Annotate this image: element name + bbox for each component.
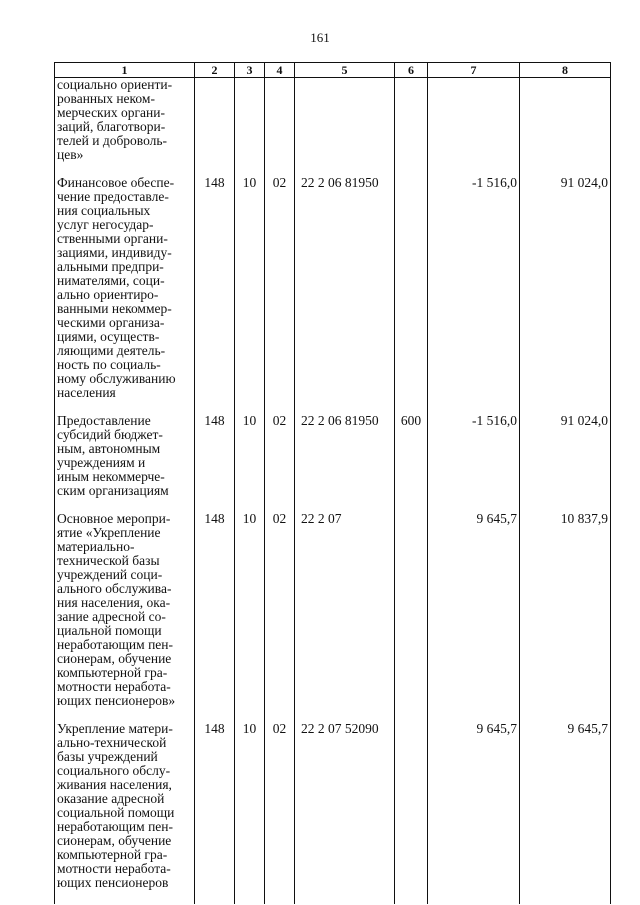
row-name-line: учреждений соци- <box>57 567 163 582</box>
row-name-line: заций, благотвори- <box>57 119 166 134</box>
row-name-line: ственными органи- <box>57 231 168 246</box>
target-article-cell: 22 2 06 81950 <box>295 414 395 512</box>
total-amount-cell: 91 024,0 <box>520 176 611 414</box>
subsection-cell: 02 <box>265 176 295 414</box>
row-name-line: сионерам, обучение <box>57 833 172 848</box>
row-name-cell <box>55 176 195 414</box>
row-name-cell <box>55 414 195 512</box>
row-name-line: ального обслужива- <box>57 581 172 596</box>
row-name-line: субсидий бюджет- <box>57 427 163 442</box>
row-name-line: социально ориенти- <box>57 77 173 92</box>
budget-table <box>54 62 611 904</box>
row-name-line: ющих пенсионеров» <box>57 693 176 708</box>
row-name-line: ально-технической <box>57 735 167 750</box>
admin-code-cell: 148 <box>195 722 235 904</box>
row-name-line: услуг негосудар- <box>57 217 154 232</box>
table-body <box>55 78 611 905</box>
row-name-line: ятие «Укрепление <box>57 525 161 540</box>
target-article-cell: 22 2 07 52090 <box>295 722 395 904</box>
table-row <box>55 414 611 512</box>
header-cell: 2 <box>195 63 235 78</box>
section-cell <box>235 78 265 177</box>
row-name-line: ному обслуживанию <box>57 371 176 386</box>
total-amount-cell: 9 645,7 <box>520 722 611 904</box>
row-name-line: ность по социаль- <box>57 357 161 372</box>
row-name-line: ляющими деятель- <box>57 343 166 358</box>
section-cell: 10 <box>235 176 265 414</box>
header-row <box>55 63 611 78</box>
row-name-line: альными предпри- <box>57 259 164 274</box>
table-row <box>55 78 611 177</box>
section-cell: 10 <box>235 512 265 722</box>
admin-code-cell: 148 <box>195 512 235 722</box>
table-row <box>55 512 611 722</box>
row-name-line: сионерам, обучение <box>57 651 172 666</box>
subsection-cell: 02 <box>265 414 295 512</box>
admin-code-cell: 148 <box>195 176 235 414</box>
header-cell: 7 <box>428 63 520 78</box>
row-name-line: зациями, индивиду- <box>57 245 172 260</box>
header-cell: 3 <box>235 63 265 78</box>
row-name-line: компьютерной гра- <box>57 665 168 680</box>
row-name-line: базы учреждений <box>57 749 158 764</box>
expense-type-cell <box>395 722 428 904</box>
row-name-line: зание адресной со- <box>57 609 166 624</box>
row-name-line: Финансовое обеспе- <box>57 176 175 190</box>
section-cell: 10 <box>235 722 265 904</box>
header-cell: 6 <box>395 63 428 78</box>
row-name-cell <box>55 512 195 722</box>
row-name-line: иным некоммерче- <box>57 469 165 484</box>
row-name-line: технической базы <box>57 553 160 568</box>
table-row <box>55 176 611 414</box>
row-name-line: материально- <box>57 539 135 554</box>
row-name-line: ально ориентиро- <box>57 287 159 302</box>
subsection-cell <box>265 78 295 177</box>
row-name-line: ния населения, ока- <box>57 595 171 610</box>
row-name-line: мерческих органи- <box>57 105 165 120</box>
target-article-cell <box>295 78 395 177</box>
page-number: 161 <box>310 30 330 45</box>
total-amount-cell: 10 837,9 <box>520 512 611 722</box>
row-name-line: Предоставление <box>57 414 151 428</box>
expense-type-cell <box>395 512 428 722</box>
row-name-line: неработающим пен- <box>57 819 174 834</box>
table-row <box>55 722 611 904</box>
header-cell: 8 <box>520 63 611 78</box>
row-name-line: мотности неработа- <box>57 679 171 694</box>
change-amount-cell: -1 516,0 <box>428 414 520 512</box>
row-name-line: мотности неработа- <box>57 861 171 876</box>
row-name-cell <box>55 78 195 177</box>
header-cell: 5 <box>295 63 395 78</box>
row-name-line: телей и доброволь- <box>57 133 168 148</box>
row-name-line: ния социальных <box>57 203 151 218</box>
row-name-line: ющих пенсионеров <box>57 875 169 890</box>
row-name-line: социального обслу- <box>57 763 171 778</box>
row-name-line: циальной помощи <box>57 623 162 638</box>
row-name-line: оказание адресной <box>57 791 165 806</box>
target-article-cell: 22 2 07 <box>295 512 395 722</box>
header-cell: 1 <box>55 63 195 78</box>
change-amount-cell <box>428 78 520 177</box>
row-name-line: ным, автономным <box>57 441 161 456</box>
section-cell: 10 <box>235 414 265 512</box>
row-name-line: циями, осуществ- <box>57 329 160 344</box>
row-name-line: населения <box>57 385 116 400</box>
row-name-line: ванными некоммер- <box>57 301 172 316</box>
total-amount-cell: 91 024,0 <box>520 414 611 512</box>
row-name-line: живания населения, <box>57 777 172 792</box>
total-amount-cell <box>520 78 611 177</box>
row-name-line: социальной помощи <box>57 805 175 820</box>
change-amount-cell: 9 645,7 <box>428 512 520 722</box>
admin-code-cell: 148 <box>195 414 235 512</box>
change-amount-cell: 9 645,7 <box>428 722 520 904</box>
row-name-line: ческими организа- <box>57 315 165 330</box>
subsection-cell: 02 <box>265 722 295 904</box>
row-name-line: Основное меропри- <box>57 512 171 526</box>
header-cell: 4 <box>265 63 295 78</box>
row-name-line: рованных неком- <box>57 91 155 106</box>
row-name-line: цев» <box>57 147 84 162</box>
change-amount-cell: -1 516,0 <box>428 176 520 414</box>
row-name-line: ским организациям <box>57 483 169 498</box>
row-name-line: нимателями, соци- <box>57 273 165 288</box>
expense-type-cell <box>395 78 428 177</box>
expense-type-cell: 600 <box>395 414 428 512</box>
expense-type-cell <box>395 176 428 414</box>
row-name-cell <box>55 722 195 904</box>
row-name-line: неработающим пен- <box>57 637 174 652</box>
row-name-line: чение предоставле- <box>57 189 169 204</box>
admin-code-cell <box>195 78 235 177</box>
row-name-line: учреждениям и <box>57 455 146 470</box>
row-name-line: компьютерной гра- <box>57 847 168 862</box>
target-article-cell: 22 2 06 81950 <box>295 176 395 414</box>
row-name-line: Укрепление матери- <box>57 722 173 736</box>
subsection-cell: 02 <box>265 512 295 722</box>
